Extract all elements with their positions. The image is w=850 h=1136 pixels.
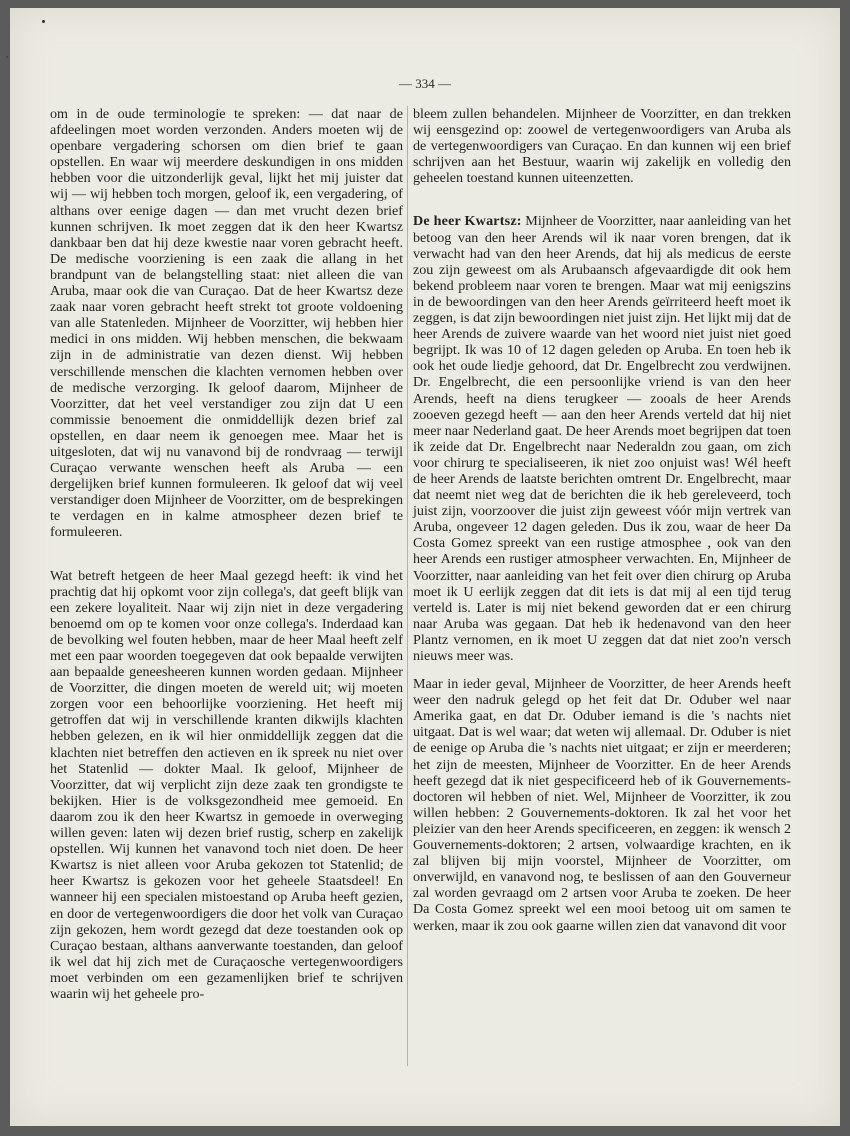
column-divider	[407, 106, 408, 1066]
paragraph: Maar in ieder geval, Mijnheer de Voorzitter, de heer Arends heeft weer den nadruk gelegd op het feit dat Dr. Oduber wel naar Amerika gaat, en dat Dr. Oduber iemand is die 's nachts niet uitgaat. Dat is wel waar; dat weten wij allemaal. Dr. Oduber is niet de eenige op Aruba die 's nachts niet uitgaat; er zijn er meerderen; het zijn de meesten, Mijnheer de Voorzitter. En de heer Arends heeft gezegd dat ik niet gespecificeerd heb of ik Gouvernements-doctoren wil hebben of niet. Wel, Mijnheer de Voorzitter, ik zou willen hebben: 2 Gouvernements-doktoren. Ik zal het voor het pleizier van den heer Arends specificeeren, en zeggen: ik wensch 2 Gouvernements-doktoren; 2 artsen, volwaardige krachten, en ik zal blijven bij mijn voorstel, Mijnheer de Voorzitter, om onverwijld, en vanavond nog, te beslissen of aan den Gouverneur zal worden gevraagd om 2 artsen voor Aruba te zoeken. De heer Da Costa Gomez spreekt wel een mooi betoog uit om samen te werken, maar ik zou ook gaarne willen zien dat vanavond dit voor	[413, 676, 791, 934]
paragraph-text: Mijnheer de Voorzitter, naar aanleiding van het betoog van den heer Arends wil ik naar voren brengen, dat ik verwacht had van den heer Arends, dat hij als medicus de eerste zou zijn geweest om als Arubaansch afgevaardigde dit ook hem bekend probleem naar voren te brengen. Maar wat mij eenigszins in de bewoordingen van den heer Arends geïrriteerd heeft moet ik zeggen, is dat zijn bewoordingen niet juist zijn. Het lijkt mij dat de heer Arends de zuivere waarde van het woord niet juist niet goed begrijpt. Ik was 10 of 12 dagen geleden op Aruba. En toen heb ik ook het oude liedje gehoord, dat Dr. Engelbrecht zou verdwijnen. Dr. Engelbrecht, die een persoonlijke vriend is van den heer Arends, heeft na diens terugkeer — zooals de heer Arends zooeven gezegd heeft — aan den heer Arends verteld dat hij niet meer naar Nederland gaat. De heer Arends moet begrijpen dat toen ik zeide dat Dr. Engelbrecht naar Nederaldn zou gaan, om zich voor chirurg te specialiseeren, ik niet zoo onjuist was! Wél heeft de heer Arends de laatste berichten omtrent Dr. Engelbrecht, maar dat neemt niet weg dat de berichten die ik heb gereleveerd, toch juist zijn, voorzoover die juist zijn geweest vóór mijn vertrek van Aruba, ongeveer 12 dagen geleden. Dus ik zou, waar de heer Da Costa Gomez spreekt van een rustige atmosphee , ook van den heer Arends een rustiger atmospheer verwachten. En, Mijnheer de Voorzitter, naar aanleiding van het feit over dien chirurg op Aruba moet ik U eerlijk zeggen dat dit iets is dat mij al een tijd terug verteld is. Later is mij niet bekend geworden dat er een chirurg naar Aruba was gegaan. Dat heb ik hedenavond van den heer Plantz vernomen, en ik moet U zeggen dat dat niet zoo'n versch nieuws meer was.	[413, 213, 791, 664]
speck-mark	[42, 20, 45, 23]
paragraph: om in de oude terminologie te spreken: — dat naar de afdeelingen moet worden verzonden. Anders moeten wij de openbare vergadering schorsen om dien brief te gaan opstellen. En waar wij meerdere deskundigen in ons midden hebben voor die uitzonderlijk geval, lijkt het mij juister dat wij — wij hebben toch morgen, geloof ik, een vergadering, of althans over eenige dagen — dan met vrucht dezen brief kunnen schrijven. Ik moet zeggen dat ik den heer Kwartsz dankbaar ben dat hij deze kwestie naar voren gebracht heeft. De medische voorziening is een zaak die allang in het brandpunt van de belangstelling staat: niet alleen die van Aruba, maar ook die van Curaçao. Dat de heer Kwartsz deze zaak naar voren gebracht heeft strekt tot groote voldoening van alle Statenleden. Mijnheer de Voorzitter, wij hebben hier medici in ons midden. Wij hebben menschen, die bekwaam zijn in de administratie van dezen dienst. Wij hebben verschillende menschen die klachten vernomen hebben over de medische verzorging. Ik geloof daarom, Mijnheer de Voorzitter, dat het veel verstandiger zou zijn dat U een commissie benoement die onmiddellijk dezen brief zal opstellen, en daar neem ik genoegen mee. Maar het is uitgesloten, dat wij nu vanavond bij de rondvraag — terwijl Curaçao verwante wenschen heeft als Aruba — een dergelijken brief kunnen formuleeren. Ik geloof dat wij veel verstandiger doen Mijnheer de Voorzitter, om de besprekingen te verdagen en in kalme atmospheer dezen brief te formuleeren.	[50, 106, 403, 541]
speck-mark	[6, 56, 8, 58]
paragraph	[413, 213, 791, 664]
document-page	[10, 8, 840, 1126]
speaker-name: De heer Kwartsz:	[413, 213, 522, 230]
paragraph: Wat betreft hetgeen de heer Maal gezegd heeft: ik vind het prachtig dat hij opkomt voor zijn collega's, dat geeft blijk van een zekere loyaliteit. Naar wij zijn niet in deze vergadering benoemd om op te komen voor onze collega's. Inderdaad kan de bevolking wel fouten hebben, maar de heer Maal heeft zelf met een paar woorden toegegeven dat ook bepaalde verwijten aan bepaalde geneesheeren kunnen worden gedaan. Mijnheer de Voorzitter, die dingen moeten de wereld uit; wij moeten zorgen voor een behoorlijke voorziening. Het heeft mij getroffen dat wij in verschillende kranten dikwijls klachten hebben gelezen, en ik wil hier onmiddellijk zeggen dat die klachten niet betreffen den actieven en ik spreek nu niet over het Statenlid — dokter Maal. Ik geloof, Mijnheer de Voorzitter, dat wij verplicht zijn deze zaak ten grondigste te bekijken. Hier is de volksgezondheid mee gemoeid. En daarom zou ik den heer Kwartsz in gemoede in overweging willen geven: laten wij dezen brief rustig, scherp en zakelijk opstellen. Wij kunnen het vanavond toch niet doen. De heer Kwartsz is niet alleen voor Aruba gekozen tot Statenlid; de heer Kwartsz is gekozen voor het geheele Staatsdeel! En wanneer hij een specialen mistoestand op Aruba heeft gezien, en door de vertegenwoordigers die door het volk van Curaçao zijn gekozen, hem wordt gezegd dat deze toestanden ook op Curaçao bestaan, althans aanverwante toestanden, dan geloof ik wel dat hij zich met de Curaçaosche vertegenwoordigers moet verbinden om een gezamenlijken brief te schrijven waarin wij het geheele pro-	[50, 567, 403, 1002]
right-column	[413, 106, 791, 934]
paragraph: bleem zullen behandelen. Mijnheer de Voorzitter, en dan trekken wij eensgezind op: zoowel de vertegenwoordigers van Aruba als de vertegenwoordigers van Curaçao. En dan kunnen wij een brief schrijven aan het Bestuur, waarin wij zakelijk en volledig den geheelen toestand kunnen uiteenzetten.	[413, 106, 791, 187]
page-number: — 334 —	[399, 76, 451, 91]
left-column	[50, 106, 403, 1002]
